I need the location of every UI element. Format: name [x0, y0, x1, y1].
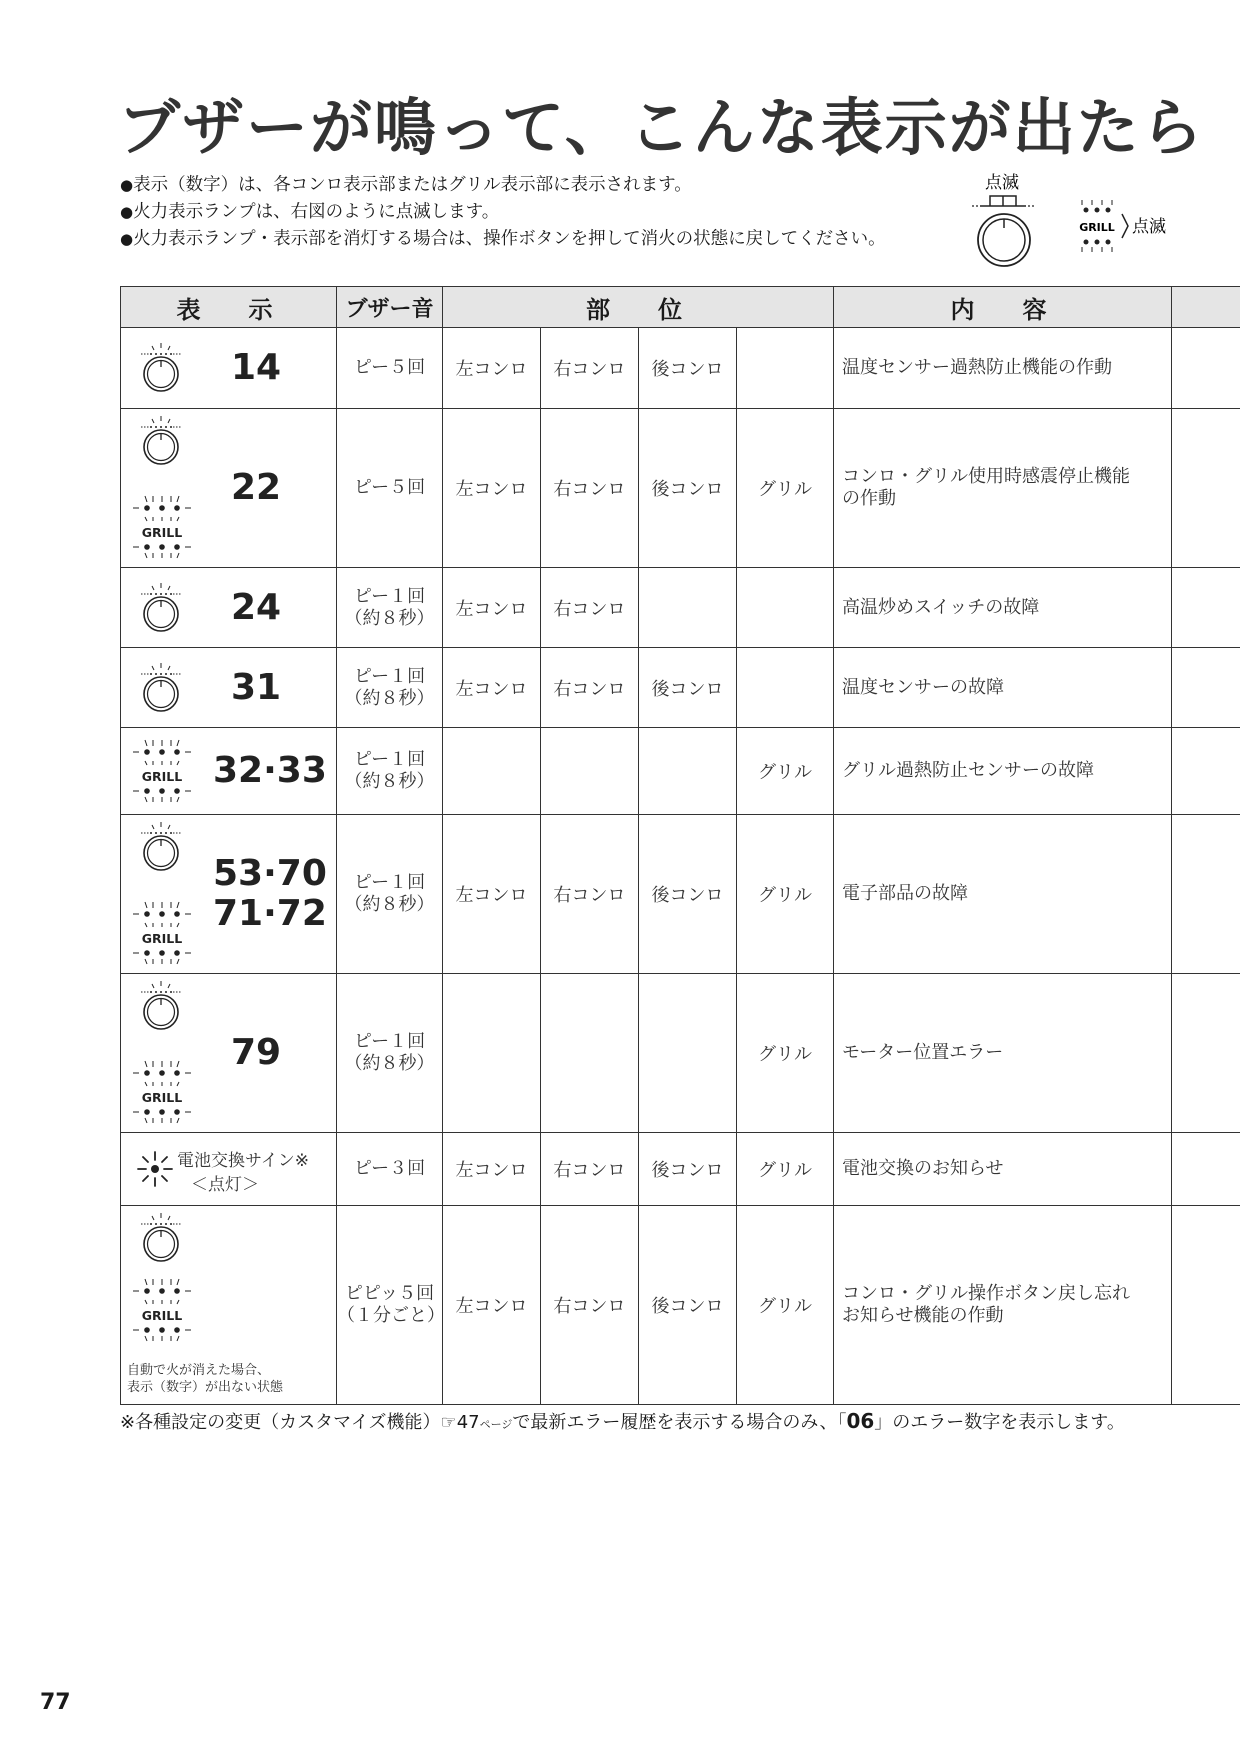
buzzer-cell: ピー１回 （約８秒）	[337, 974, 443, 1133]
note-item: ●表示（数字）は、各コンロ表示部またはグリル表示部に表示されます。	[120, 175, 692, 195]
location-left-burner: 左コンロ	[443, 409, 541, 568]
error-code: 22	[231, 467, 282, 508]
battery-sign-icon	[135, 1149, 175, 1189]
header-buzzer: ブザー音	[337, 287, 443, 328]
note-item: ●火力表示ランプは、右図のように点滅します。	[120, 202, 500, 222]
legend-blink-label: 点滅	[985, 173, 1019, 193]
legend-grill-blink-label: 点滅	[1132, 217, 1166, 237]
location-right-burner	[541, 974, 639, 1133]
svg-text:GRILL: GRILL	[141, 769, 183, 784]
burner-lamp-icon	[135, 662, 187, 714]
location-rear-burner	[639, 728, 737, 815]
grill-lamp-icon	[131, 901, 193, 965]
grill-lamp-icon	[131, 739, 193, 803]
location-grill: グリル	[737, 409, 834, 568]
svg-text:GRILL: GRILL	[141, 525, 183, 540]
svg-text:GRILL: GRILL	[141, 1090, 183, 1105]
display-cell	[121, 648, 337, 728]
blank-cell	[1172, 1206, 1240, 1405]
location-right-burner: 右コンロ	[541, 568, 639, 648]
content-cell: コンロ・グリル操作ボタン戻し忘れ お知らせ機能の作動	[834, 1206, 1172, 1405]
location-grill	[737, 328, 834, 409]
location-grill: グリル	[737, 1206, 834, 1405]
buzzer-cell: ピー１回 （約８秒）	[337, 728, 443, 815]
content-cell: モーター位置エラー	[834, 974, 1172, 1133]
blank-cell	[1172, 974, 1240, 1133]
page-title: ブザーが鳴って、こんな表示が出たら	[118, 91, 1205, 164]
location-right-burner: 右コンロ	[541, 1133, 639, 1206]
blank-cell	[1172, 728, 1240, 815]
table-row	[121, 1206, 1240, 1405]
location-rear-burner	[639, 568, 737, 648]
error-code: 24	[231, 586, 282, 628]
location-grill: グリル	[737, 728, 834, 815]
notes-list	[120, 172, 886, 253]
location-right-burner: 右コンロ	[541, 815, 639, 974]
display-cell	[121, 328, 337, 409]
display-cell	[121, 568, 337, 648]
blank-cell	[1172, 1133, 1240, 1206]
table-row	[121, 328, 1240, 409]
location-rear-burner: 後コンロ	[639, 328, 737, 409]
location-left-burner	[443, 974, 541, 1133]
buzzer-cell: ピピッ５回 （１分ごと）	[337, 1206, 443, 1405]
table-row	[121, 568, 1240, 648]
display-cell	[121, 1206, 337, 1405]
error-table	[120, 286, 1240, 1405]
svg-text:GRILL: GRILL	[141, 931, 183, 946]
location-left-burner: 左コンロ	[443, 648, 541, 728]
buzzer-cell: ピー１回 （約８秒）	[337, 815, 443, 974]
burner-lamp-icon	[135, 821, 187, 873]
blinking-knob-legend-icon	[968, 172, 1058, 282]
display-cell	[121, 815, 337, 974]
note-item: ●火力表示ランプ・表示部を消灯する場合は、操作ボタンを押して消火の状態に戻してください。	[120, 229, 886, 249]
page-number: 77	[40, 1690, 71, 1715]
location-rear-burner: 後コンロ	[639, 1206, 737, 1405]
location-right-burner	[541, 728, 639, 815]
table-row	[121, 1133, 1240, 1206]
location-left-burner: 左コンロ	[443, 568, 541, 648]
header-content: 内容	[834, 287, 1172, 328]
header-location: 部位	[443, 287, 834, 328]
error-code: 31	[231, 666, 282, 708]
grill-lamp-icon	[131, 495, 193, 559]
table-row	[121, 728, 1240, 815]
content-cell: 電子部品の故障	[834, 815, 1172, 974]
error-code: 53·70 71·72	[213, 853, 327, 934]
location-grill	[737, 648, 834, 728]
content-cell: 温度センサー過熱防止機能の作動	[834, 328, 1172, 409]
location-left-burner: 左コンロ	[443, 1133, 541, 1206]
location-grill: グリル	[737, 1133, 834, 1206]
location-grill	[737, 568, 834, 648]
location-grill: グリル	[737, 974, 834, 1133]
burner-lamp-icon	[135, 342, 187, 394]
display-cell	[121, 409, 337, 568]
table-header-row	[121, 287, 1240, 328]
buzzer-cell: ピー３回	[337, 1133, 443, 1206]
burner-lamp-icon	[135, 582, 187, 634]
buzzer-cell: ピー５回	[337, 409, 443, 568]
location-left-burner	[443, 728, 541, 815]
blank-cell	[1172, 815, 1240, 974]
buzzer-cell: ピー５回	[337, 328, 443, 409]
location-rear-burner: 後コンロ	[639, 409, 737, 568]
blank-cell	[1172, 648, 1240, 728]
svg-text:GRILL: GRILL	[141, 1308, 183, 1323]
header-blank	[1172, 287, 1240, 328]
location-rear-burner: 後コンロ	[639, 1133, 737, 1206]
table-row	[121, 815, 1240, 974]
display-cell	[121, 974, 337, 1133]
location-rear-burner: 後コンロ	[639, 648, 737, 728]
location-left-burner: 左コンロ	[443, 1206, 541, 1405]
error-code: 32·33	[213, 750, 327, 791]
grill-lamp-icon	[131, 1278, 193, 1342]
burner-lamp-icon	[135, 980, 187, 1032]
content-cell: 温度センサーの故障	[834, 648, 1172, 728]
buzzer-cell: ピー１回 （約８秒）	[337, 648, 443, 728]
location-right-burner: 右コンロ	[541, 328, 639, 409]
pointing-hand-icon: ☞	[440, 1412, 457, 1433]
location-left-burner: 左コンロ	[443, 328, 541, 409]
table-row	[121, 974, 1240, 1133]
display-note: 自動で火が消えた場合、 表示（数字）が出ない状態	[127, 1363, 284, 1395]
blank-cell	[1172, 409, 1240, 568]
table-row	[121, 409, 1240, 568]
battery-sign-label: 電池交換サイン※ ＜点灯＞	[177, 1151, 310, 1195]
blinking-grill-legend-icon	[1070, 196, 1180, 256]
table-row	[121, 648, 1240, 728]
svg-text:GRILL: GRILL	[1079, 221, 1115, 234]
location-right-burner: 右コンロ	[541, 409, 639, 568]
content-cell: 高温炒めスイッチの故障	[834, 568, 1172, 648]
location-grill: グリル	[737, 815, 834, 974]
error-code: 14	[231, 347, 282, 388]
location-right-burner: 右コンロ	[541, 648, 639, 728]
burner-lamp-icon	[135, 1212, 187, 1264]
error-code: 79	[231, 1032, 282, 1073]
display-cell	[121, 1133, 337, 1206]
blank-cell	[1172, 328, 1240, 409]
buzzer-cell: ピー１回 （約８秒）	[337, 568, 443, 648]
location-left-burner: 左コンロ	[443, 815, 541, 974]
burner-lamp-icon	[135, 415, 187, 467]
content-cell: 電池交換のお知らせ	[834, 1133, 1172, 1206]
display-cell	[121, 728, 337, 815]
header-display: 表示	[121, 287, 337, 328]
footnote: ※各種設定の変更（カスタマイズ機能）☞47ページで最新エラー履歴を表示する場合のみ、「06」のエラー数字を表示します。	[120, 1409, 1125, 1433]
content-cell: グリル過熱防止センサーの故障	[834, 728, 1172, 815]
location-rear-burner: 後コンロ	[639, 815, 737, 974]
location-right-burner: 右コンロ	[541, 1206, 639, 1405]
grill-lamp-icon	[131, 1060, 193, 1124]
location-rear-burner	[639, 974, 737, 1133]
content-cell: コンロ・グリル使用時感震停止機能 の作動	[834, 409, 1172, 568]
blank-cell	[1172, 568, 1240, 648]
